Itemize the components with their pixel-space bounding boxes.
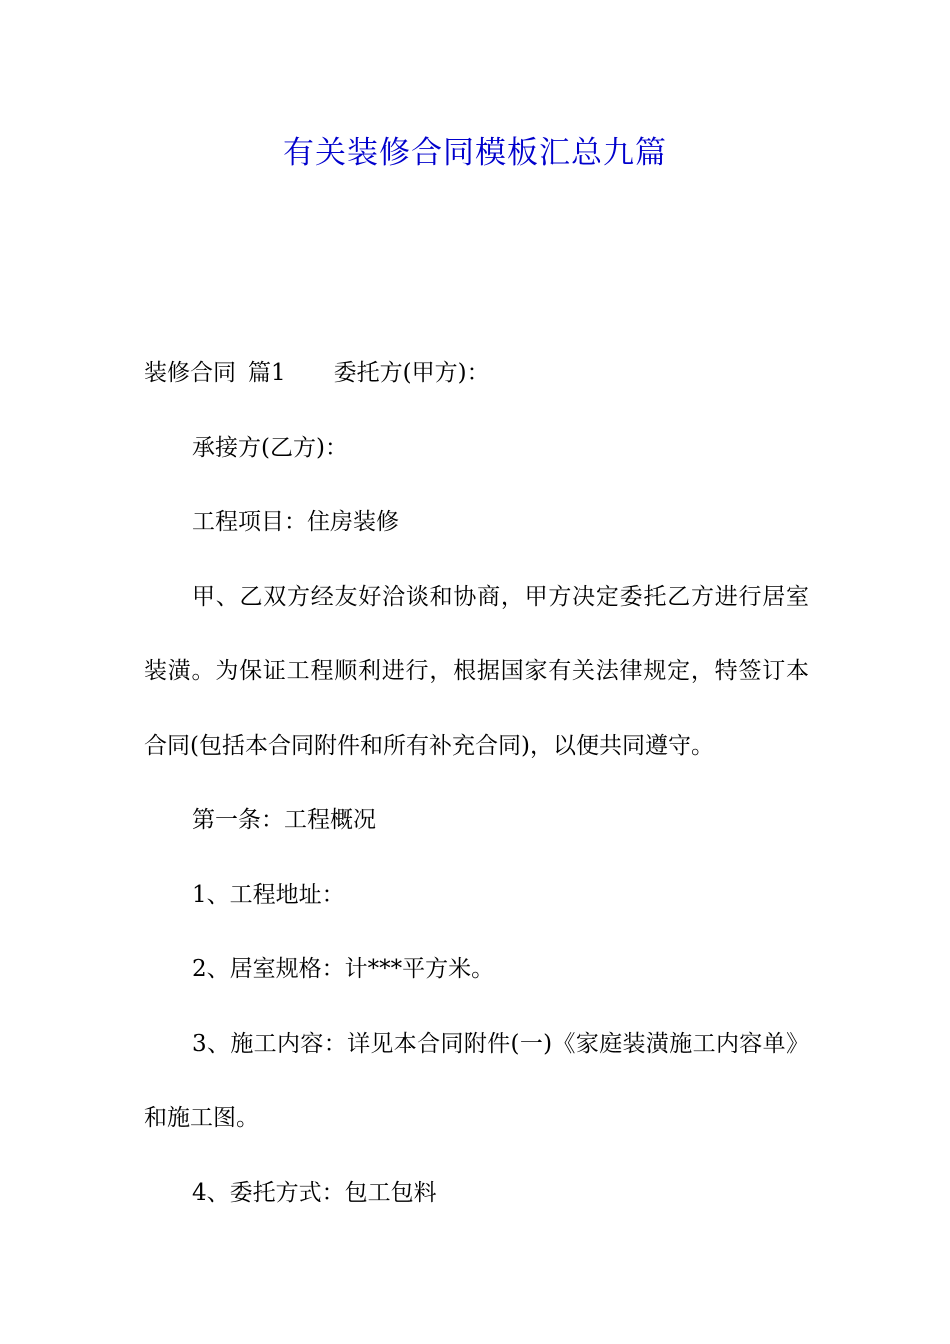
paragraph-item-2: 2、居室规格：计***平方米。: [192, 956, 495, 982]
paragraph-party-b: 承接方(乙方)：: [192, 434, 348, 461]
document-title: 有关装修合同模板汇总九篇: [283, 135, 667, 171]
paragraph-item-1: 1、工程地址：: [192, 881, 345, 908]
section-label: 篇1: [248, 360, 286, 386]
paragraph-article-1: 第一条：工程概况: [192, 807, 376, 833]
paragraph-item-4: 4、委托方式：包工包料: [192, 1179, 437, 1206]
contract-heading: 装修合同: [144, 360, 236, 386]
document-body: [144, 336, 809, 1230]
paragraph-project: 工程项目：住房装修: [192, 509, 399, 535]
party-a-label: 委托方(甲方)：: [333, 360, 490, 386]
paragraph-intro: 甲、乙双方经友好洽谈和协商，甲方决定委托乙方进行居室装潢。为保证工程顺利进行，根据国家有关法律规定，特签订本合同(包括本合同附件和所有补充合同)，以便共同遵守。: [144, 583, 809, 759]
first-line: [144, 336, 809, 411]
paragraph-item-3: 3、施工内容：详见本合同附件(一)《家庭装潢施工内容单》和施工图。: [144, 1030, 809, 1131]
